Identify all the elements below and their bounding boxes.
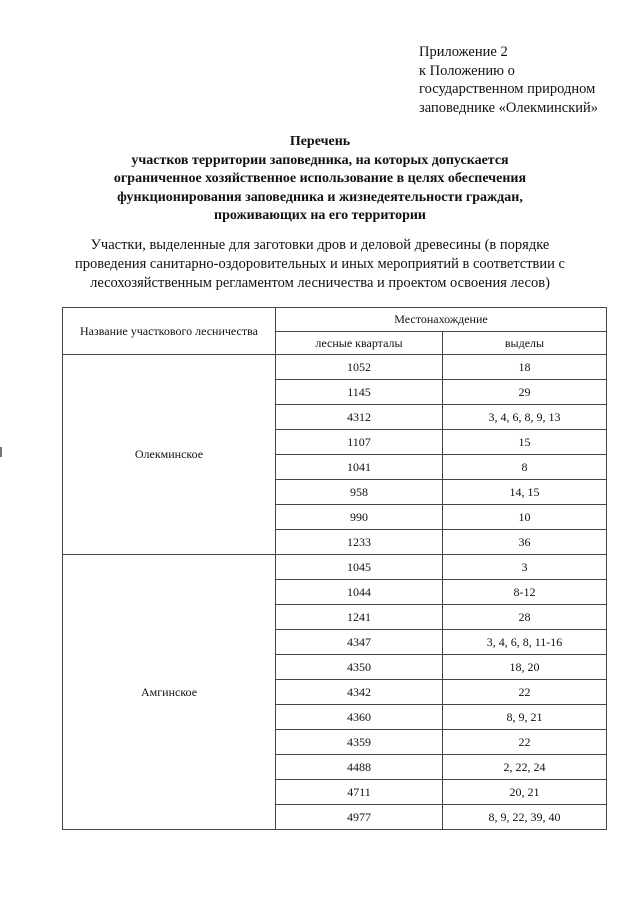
forest-quarter-cell: 4711 <box>276 780 443 805</box>
appendix-line: к Положению о <box>419 62 515 79</box>
forest-quarter-cell: 4488 <box>276 755 443 780</box>
forest-quarter-cell: 1145 <box>276 380 443 405</box>
forest-quarter-cell: 4359 <box>276 730 443 755</box>
plots-cell: 18 <box>443 355 607 380</box>
forest-quarter-cell: 958 <box>276 480 443 505</box>
subtitle-line: проведения санитарно-оздоровительных и иных мероприятий в соответствии с <box>75 256 565 272</box>
plots-cell: 14, 15 <box>443 480 607 505</box>
forest-quarter-cell: 1041 <box>276 455 443 480</box>
forest-quarter-cell: 4350 <box>276 655 443 680</box>
forest-quarter-cell: 1107 <box>276 430 443 455</box>
plots-cell: 2, 22, 24 <box>443 755 607 780</box>
plots-cell: 29 <box>443 380 607 405</box>
title-line: функционирования заповедника и жизнедеятельности граждан, <box>117 189 523 205</box>
plots-cell: 8 <box>443 455 607 480</box>
plots-cell: 28 <box>443 605 607 630</box>
plots-cell: 36 <box>443 530 607 555</box>
title-line: ограниченное хозяйственное использование в целях обеспечения <box>113 171 527 186</box>
title-line: участков территории заповедника, на которых допускается <box>131 152 509 168</box>
table-body <box>63 355 607 830</box>
plots-cell: 22 <box>443 730 607 755</box>
forest-quarter-cell: 1045 <box>276 555 443 580</box>
forest-quarter-cell: 990 <box>276 505 443 530</box>
table-row <box>63 555 607 580</box>
subtitle-line: Участки, выделенные для заготовки дров и деловой древесины (в порядке <box>90 237 550 253</box>
document-title <box>40 133 600 226</box>
forest-quarter-cell: 4347 <box>276 630 443 655</box>
forestry-name-cell: Олекминское <box>63 355 276 555</box>
header-plots: выделы <box>443 332 607 355</box>
forest-quarter-cell: 1241 <box>276 605 443 630</box>
forest-quarter-cell: 1052 <box>276 355 443 380</box>
plots-cell: 3, 4, 6, 8, 11-16 <box>443 630 607 655</box>
table-row <box>63 355 607 380</box>
plots-table <box>62 307 607 830</box>
plots-cell: 20, 21 <box>443 780 607 805</box>
forest-quarter-cell: 4312 <box>276 405 443 430</box>
forest-quarter-cell: 4360 <box>276 705 443 730</box>
plots-cell: 10 <box>443 505 607 530</box>
plots-cell: 18, 20 <box>443 655 607 680</box>
plots-cell: 8, 9, 21 <box>443 705 607 730</box>
forest-quarter-cell: 4342 <box>276 680 443 705</box>
appendix-note <box>419 43 598 117</box>
plots-cell: 15 <box>443 430 607 455</box>
subtitle-line: лесохозяйственным регламентом лесничества и проектом освоения лесов) <box>90 275 550 291</box>
header-location: Местонахождение <box>276 308 607 332</box>
plots-cell: 8-12 <box>443 580 607 605</box>
forestry-name-cell: Амгинское <box>63 555 276 830</box>
plots-cell: 8, 9, 22, 39, 40 <box>443 805 607 830</box>
plots-cell: 22 <box>443 680 607 705</box>
header-forest-quarters: лесные кварталы <box>276 332 443 355</box>
document-subtitle <box>40 236 600 293</box>
plots-cell: 3 <box>443 555 607 580</box>
title-line: Перечень <box>289 134 351 149</box>
forest-quarter-cell: 1044 <box>276 580 443 605</box>
appendix-line: заповеднике «Олекминский» <box>419 99 599 116</box>
header-forestry-name: Название участкового лесничества <box>63 308 276 355</box>
forest-quarter-cell: 4977 <box>276 805 443 830</box>
appendix-line: Приложение 2 <box>419 44 508 60</box>
plots-cell: 3, 4, 6, 8, 9, 13 <box>443 405 607 430</box>
title-line: проживающих на его территории <box>214 208 426 223</box>
appendix-line: государственном природном <box>419 81 596 97</box>
scan-margin-mark <box>0 447 2 457</box>
forest-quarter-cell: 1233 <box>276 530 443 555</box>
